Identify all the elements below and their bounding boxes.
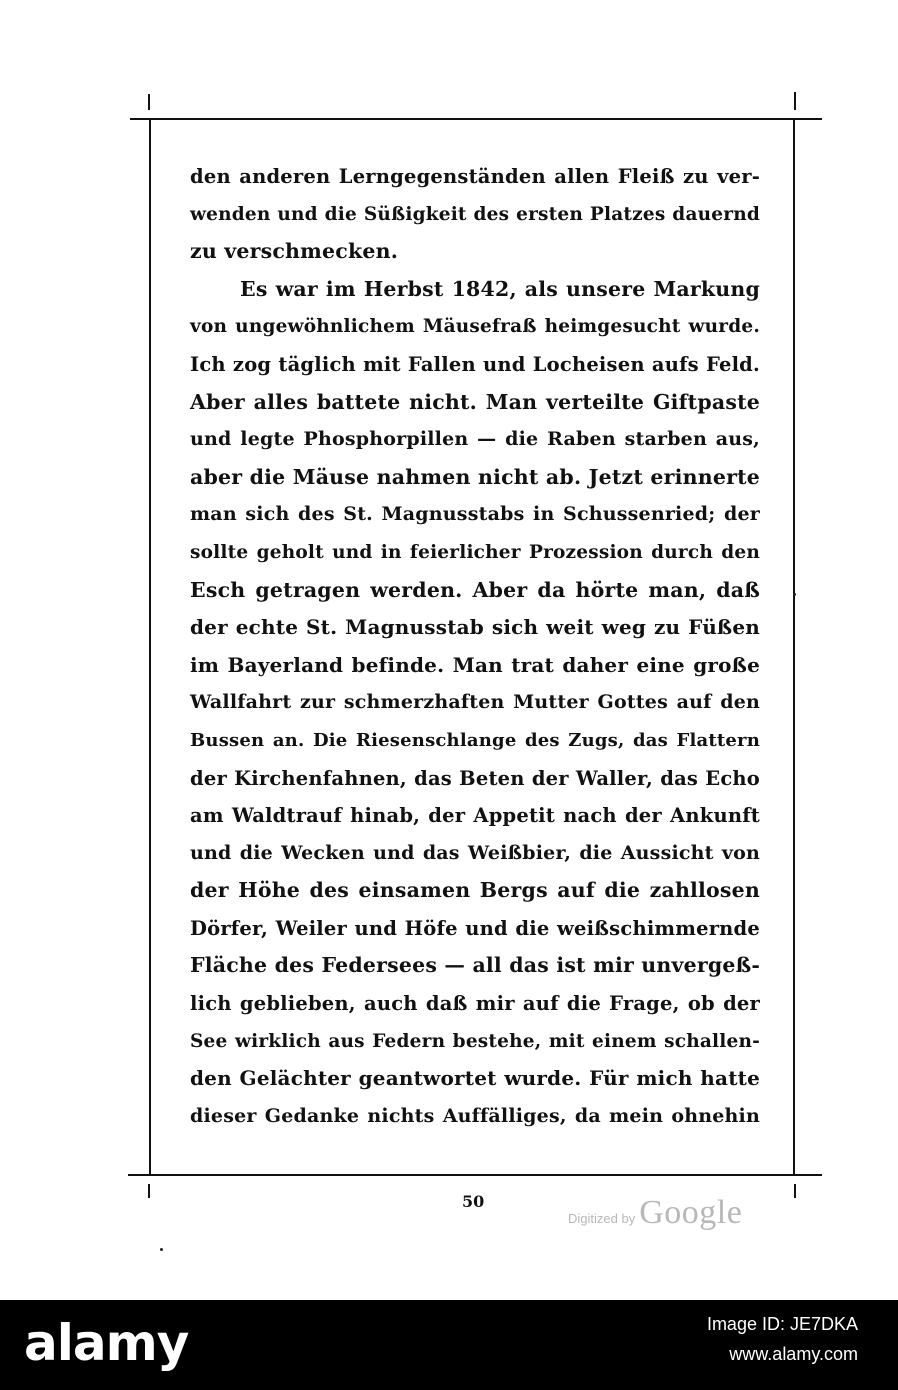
text-line: der Höhe des einsamen Bergs auf die zahllosen [190, 878, 760, 903]
text-line: und die Wecken und das Weißbier, die Aussicht von [190, 841, 760, 864]
text-line: zu verschmecken. [190, 239, 399, 264]
text-line: man sich des St. Magnusstabs in Schussenried; der [190, 503, 760, 526]
frame-top-rule [130, 118, 822, 120]
frame-tick-bottom-left [148, 1184, 150, 1198]
frame-right-rule [793, 119, 795, 1175]
frame-bottom-rule [128, 1174, 822, 1176]
frame-tick-bottom-right [794, 1184, 796, 1198]
page-number: 50 [462, 1192, 485, 1211]
text-line: und legte Phosphorpillen — die Raben starben aus, [190, 428, 760, 451]
text-line: lich geblieben, auch daß mir auf die Frage, ob der [190, 992, 760, 1016]
body-text [190, 158, 760, 1135]
frame-tick-top-left [148, 94, 150, 110]
stock-banner [0, 1300, 898, 1390]
site-url: www.alamy.com [729, 1344, 858, 1364]
text-line: von ungewöhnlichem Mäusefraß heimgesucht wurde. [190, 316, 760, 338]
text-line: See wirklich aus Federn bestehe, mit einem schallen- [190, 1030, 760, 1052]
google-wordmark: Google [639, 1194, 743, 1231]
speck-mark [160, 1248, 163, 1251]
digitized-watermark [568, 1194, 742, 1232]
text-line: wenden und die Süßigkeit des ersten Platzes dauernd [190, 203, 760, 225]
text-line: Bussen an. Die Riesenschlange des Zugs, das Flattern [190, 729, 760, 751]
text-line: der Kirchenfahnen, das Beten der Waller, das Echo [190, 766, 760, 790]
image-id-label: Image ID: JE7DKA [706, 1314, 858, 1334]
text-line: den Gelächter geantwortet wurde. Für mich hatte [190, 1066, 760, 1091]
text-line: im Bayerland befinde. Man trat daher eine große [190, 652, 760, 677]
text-line: Wallfahrt zur schmerzhaften Mutter Gottes auf den [190, 691, 760, 714]
text-line: dieser Gedanke nichts Auffälliges, da mein ohnehin [190, 1104, 760, 1127]
text-line: den anderen Lerngegenständen allen Fleiß zu ver- [190, 165, 760, 188]
text-line: der echte St. Magnusstab sich weit weg zu Füßen [190, 615, 760, 640]
text-line: Aber alles battete nicht. Man verteilte Giftpaste [190, 389, 760, 414]
text-line: Dörfer, Weiler und Höfe und die weißschimmernde [190, 916, 760, 940]
text-line: Fläche des Federsees — all das ist mir unvergeß- [190, 953, 761, 978]
text-line: aber die Mäuse nahmen nicht ab. Jetzt erinnerte [190, 464, 760, 489]
text-line: sollte geholt und in feierlicher Prozession durch den [190, 541, 760, 563]
frame-tick-top-right [794, 92, 796, 110]
text-line: Ich zog täglich mit Fallen und Locheisen aufs Feld. [190, 352, 760, 376]
speck-mark [793, 593, 796, 596]
alamy-logo: alamy [24, 1314, 189, 1372]
digitized-by-label: Digitized by [568, 1211, 636, 1226]
text-line: Es war im Herbst 1842, als unsere Markung [240, 276, 760, 301]
text-line: Esch getragen werden. Aber da hörte man, daß [190, 577, 760, 602]
frame-left-rule [149, 119, 151, 1175]
text-line: am Waldtrauf hinab, der Appetit nach der Ankunft [190, 804, 760, 828]
